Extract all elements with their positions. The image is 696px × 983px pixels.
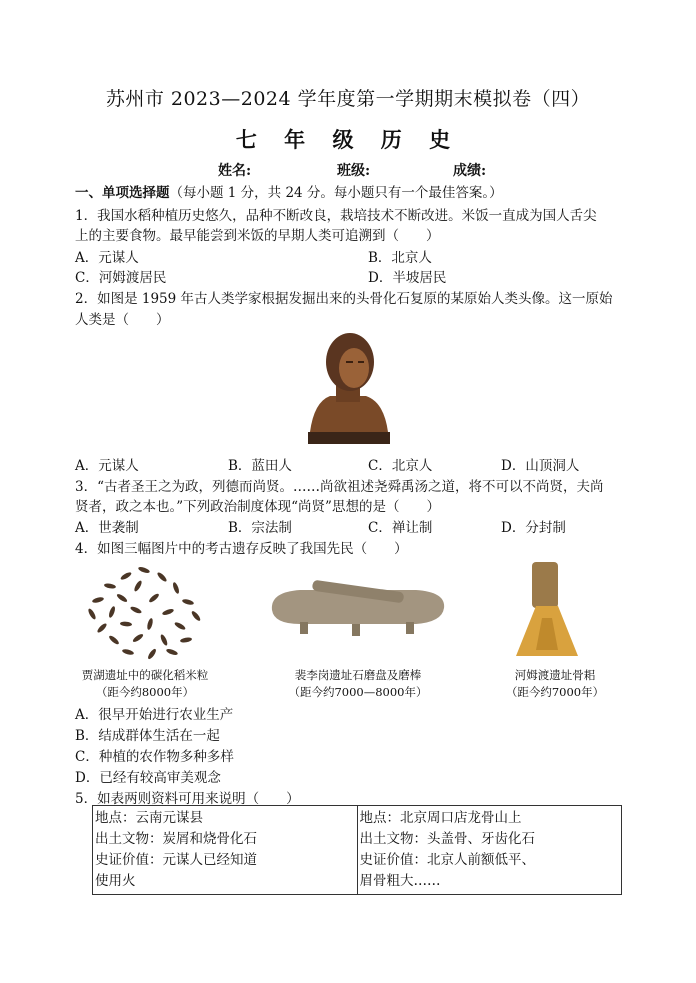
- q3-option-a: A．世袭制: [75, 520, 139, 536]
- rice-grain: [96, 622, 108, 634]
- left-value-line1: 史证价值：元谋人已经知道: [95, 852, 257, 868]
- right-value-line1: 史证价值：北京人前额低平、: [359, 852, 535, 868]
- rice-grain: [92, 596, 105, 604]
- q1-stem-line2: 上的主要食物。最早能尝到米饭的早期人类可追溯到（ ）: [75, 228, 440, 244]
- bust-eye: [358, 361, 364, 363]
- figure3-date: （距今约7000年）: [505, 685, 605, 699]
- figure2-date: （距今约7000—8000年）: [288, 685, 428, 699]
- q2-option-c: C．北京人: [368, 458, 433, 474]
- rice-grain: [172, 582, 180, 595]
- figure1-caption: 贾湖遗址中的碳化稻米粒: [81, 668, 209, 682]
- rice-grain: [166, 648, 179, 656]
- section-heading: [75, 181, 503, 201]
- rice-grain: [108, 634, 120, 645]
- rice-grain: [108, 606, 116, 619]
- q4-option-d: D．已经有较高审美观念: [75, 770, 221, 786]
- name-label: 姓名:: [218, 163, 252, 179]
- q2-stem-line1: 2．如图是 1959 年古人类学家根据发掘出来的头骨化石复原的某原始人类头像。这一原始: [75, 291, 613, 307]
- rice-grain: [122, 648, 135, 656]
- rice-grains-image: [76, 560, 212, 664]
- slab-leg: [406, 622, 414, 634]
- q1-option-a: A．元谋人: [75, 250, 139, 266]
- left-value-line2: 使用火: [95, 873, 136, 889]
- section-title: 一、单项选择题: [75, 185, 170, 201]
- right-relics: 出土文物：头盖骨、牙齿化石: [359, 831, 535, 847]
- figure3-caption: 河姆渡遗址骨耜: [514, 668, 596, 682]
- exam-title: 苏州市 2023—2024 学年度第一学期期末模拟卷（四）: [105, 88, 591, 110]
- rice-grain: [132, 633, 144, 644]
- rice-grain: [116, 593, 128, 604]
- rice-grain: [104, 583, 117, 590]
- rice-grain: [182, 598, 195, 606]
- q4-stem: 4．如图三幅图片中的考古遗存反映了我国先民（ ）: [75, 541, 408, 557]
- q3-option-d: D．分封制: [501, 520, 566, 536]
- left-relics: 出土文物：炭屑和烧骨化石: [95, 831, 257, 847]
- rice-grain: [147, 648, 158, 660]
- class-label: 班级:: [337, 163, 371, 179]
- q3-stem-line2: 贤者，政之本也。”下列政治制度体现“尚贤”思想的是（ ）: [75, 499, 440, 515]
- q2-option-a: A．元谋人: [75, 458, 139, 474]
- q5-stem: 5．如表两则资料可用来说明（ ）: [75, 791, 300, 807]
- q2-option-b: B．蓝田人: [228, 458, 292, 474]
- q1-option-b: B．北京人: [368, 250, 432, 266]
- rice-grain: [130, 605, 143, 614]
- q3-option-c: C．禅让制: [368, 520, 433, 536]
- rice-grain: [156, 571, 168, 583]
- score-label: 成绩:: [453, 163, 487, 179]
- right-value-line2: 眉骨粗大……: [359, 873, 441, 889]
- source-left-cell: [93, 806, 358, 895]
- rice-grain: [138, 566, 151, 574]
- q2-option-d: D．山顶洞人: [501, 458, 580, 474]
- rice-grain: [159, 634, 168, 647]
- section-note: （每小题 1 分，共 24 分。每小题只有一个最佳答案。）: [169, 185, 503, 201]
- q1-option-d: D．半坡居民: [368, 270, 447, 286]
- bust-image: [300, 328, 396, 446]
- left-place: 地点：云南元谋县: [95, 810, 203, 826]
- bust-base: [308, 432, 390, 444]
- exam-subject: 七 年 级 历 史: [235, 127, 461, 152]
- bust-eye: [346, 361, 353, 363]
- q5-source-table: [92, 805, 622, 895]
- rice-grain: [120, 621, 132, 627]
- grinding-stone-image: [266, 574, 448, 638]
- q4-option-a: A．很早开始进行农业生产: [75, 707, 234, 723]
- q4-option-b: B．结成群体生活在一起: [75, 728, 220, 744]
- rice-grain: [146, 618, 154, 631]
- q4-option-c: C．种植的农作物多种多样: [75, 749, 234, 765]
- table-row: [93, 806, 622, 895]
- bust-face: [339, 348, 369, 388]
- figure1-date: （距今约8000年）: [95, 685, 195, 699]
- rice-grain: [120, 571, 133, 581]
- bone-spade-image: [512, 560, 582, 664]
- rice-grain: [148, 592, 160, 603]
- source-right-cell: [357, 806, 622, 895]
- slab-leg: [300, 622, 308, 634]
- rice-grain: [87, 608, 97, 621]
- rice-grain: [180, 637, 193, 644]
- q3-stem-line1: 3．“古者圣王之为政，列德而尚贤。……尚欲祖述尧舜禹汤之道，将不可以不尚贤，夫尚: [75, 479, 604, 495]
- figure2-caption: 裴李岗遗址石磨盘及磨棒: [294, 668, 422, 682]
- q1-stem-line1: 1．我国水稻种植历史悠久，品种不断改良，栽培技术不断改进。米饭一直成为国人舌尖: [75, 208, 597, 224]
- q1-option-c: C．河姆渡居民: [75, 270, 167, 286]
- rice-grain: [133, 580, 143, 593]
- rice-grain: [190, 610, 201, 622]
- slab-leg: [352, 624, 360, 636]
- q2-stem-line2: 人类是（ ）: [75, 312, 170, 328]
- rice-grain: [162, 608, 175, 616]
- spade-handle: [532, 562, 558, 608]
- rice-grain: [174, 621, 187, 631]
- q3-option-b: B．宗法制: [228, 520, 292, 536]
- right-place: 地点：北京周口店龙骨山上: [359, 810, 522, 826]
